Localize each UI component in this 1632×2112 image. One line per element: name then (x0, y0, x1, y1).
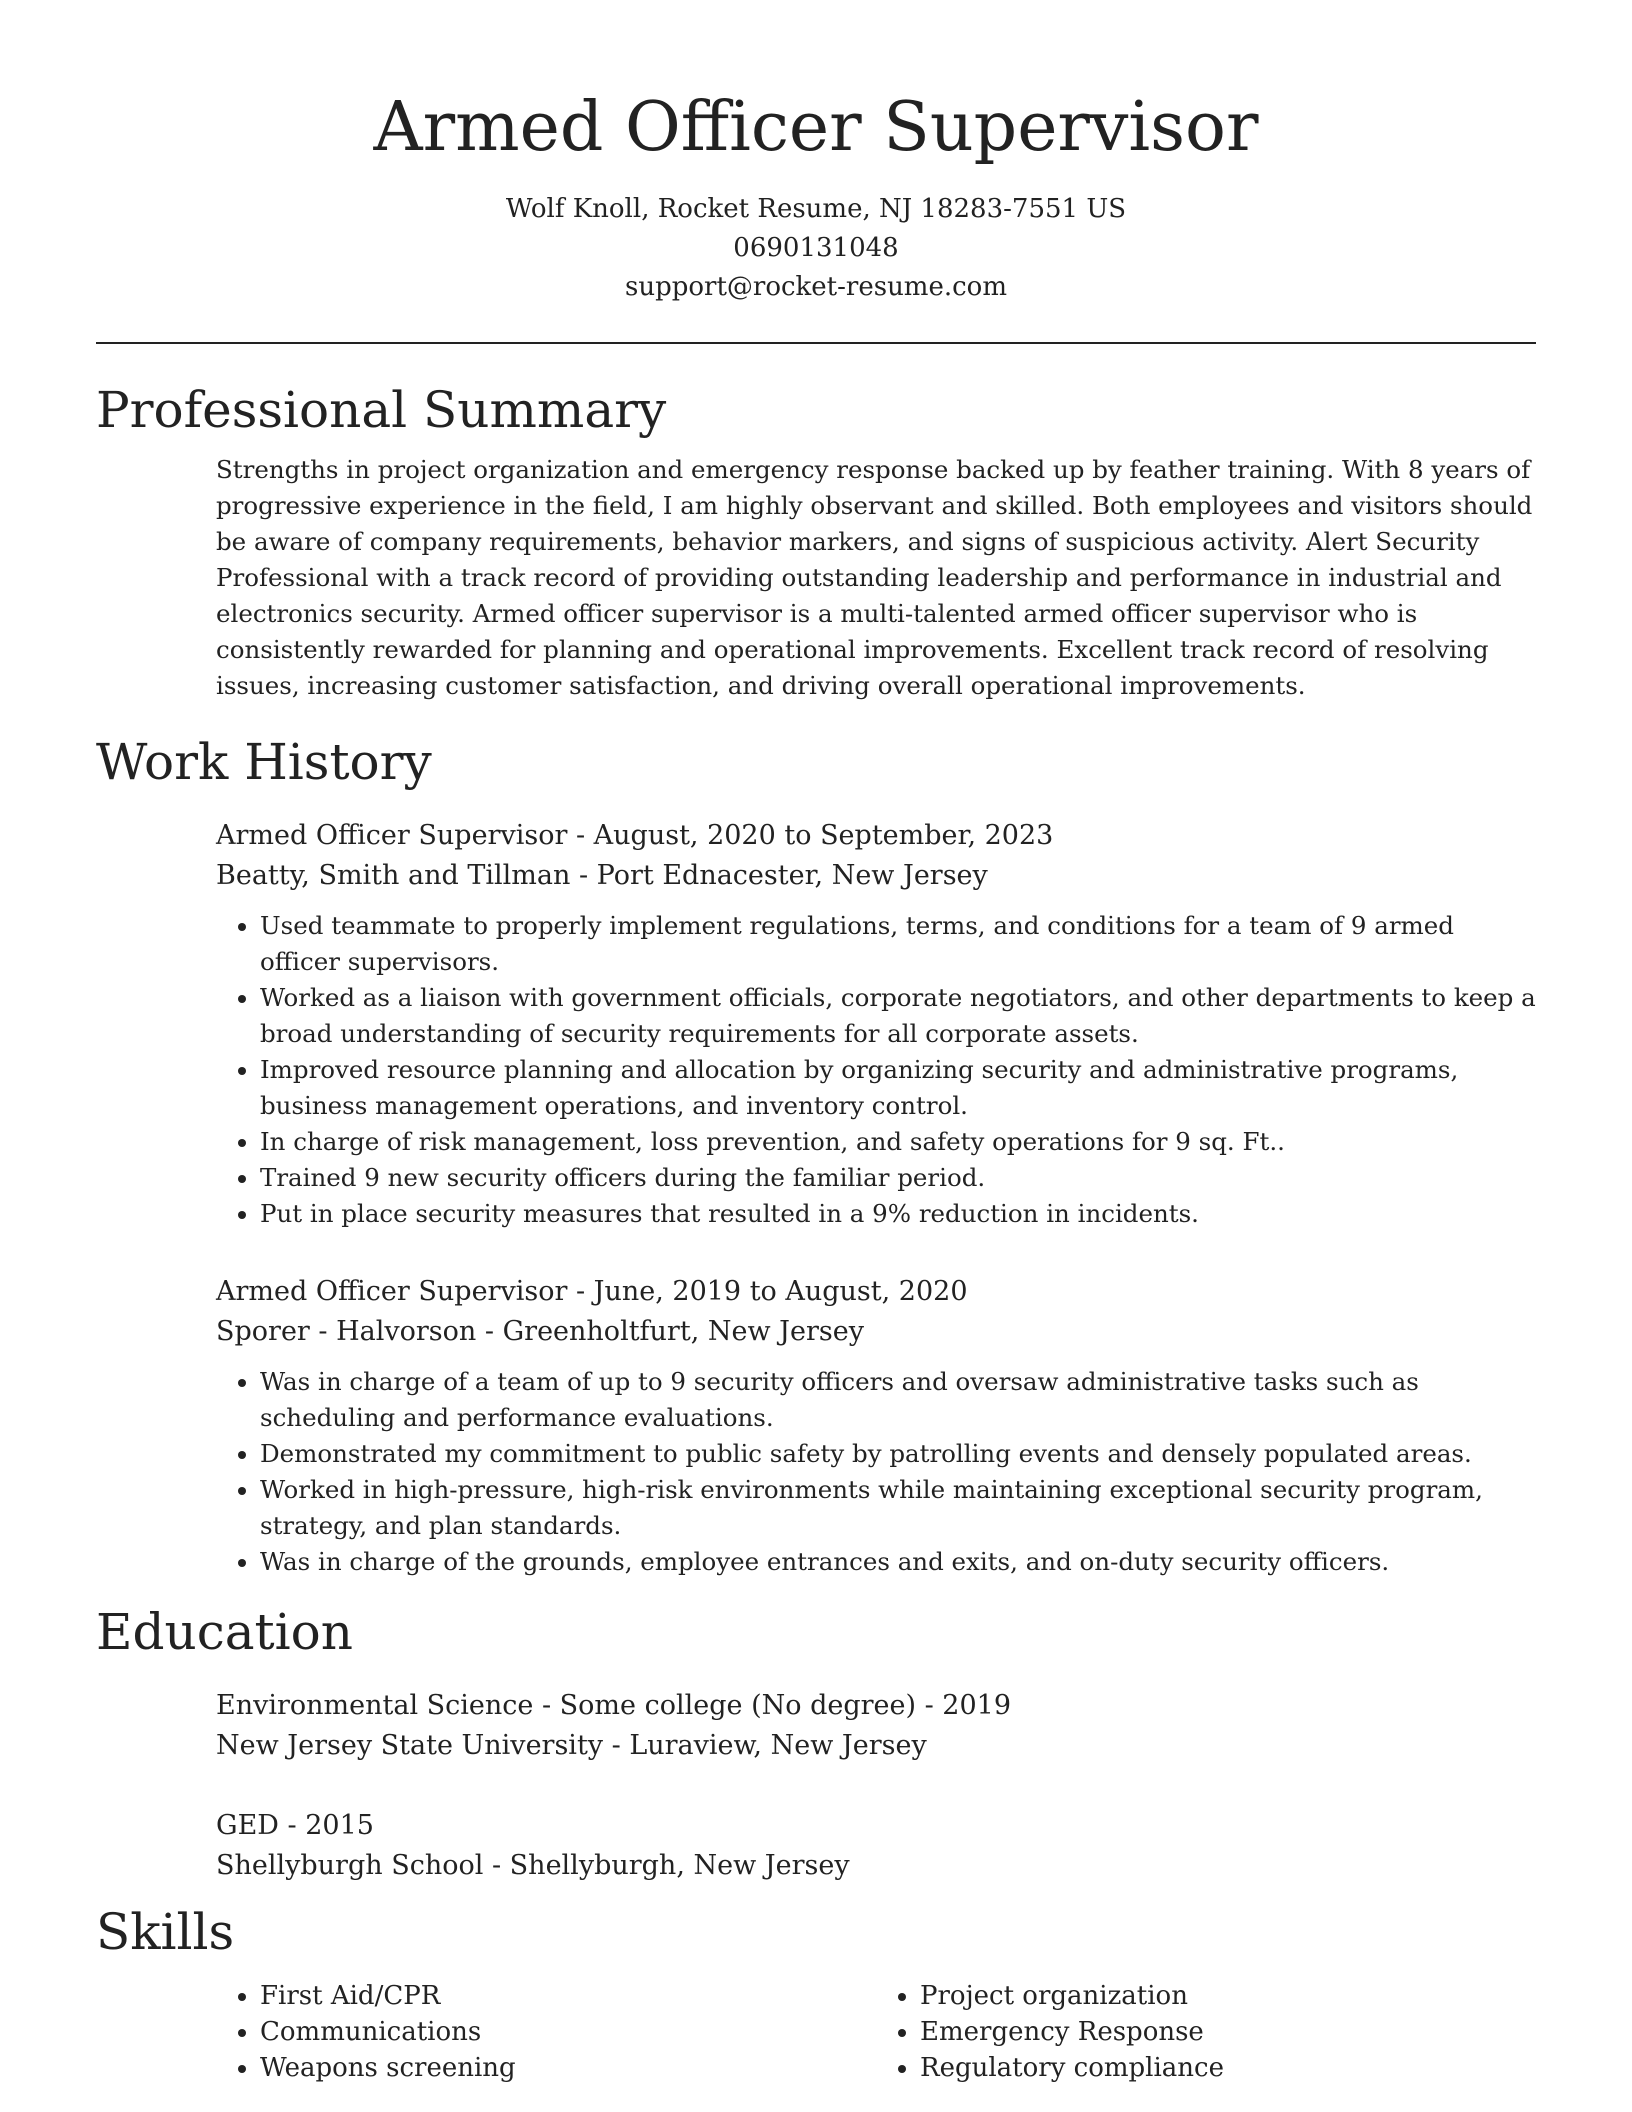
job-bullets (216, 908, 1536, 1232)
job-dates: - June, 2019 to August, 2020 (567, 1276, 968, 1307)
job-bullet: • Was in charge of the grounds, employee entrances and exits, and on-duty security officers. (260, 1544, 1536, 1580)
education-location: - Luraview, New Jersey (603, 1730, 927, 1761)
job-title-line (216, 816, 1536, 856)
summary-text: Strengths in project organization and emergency response backed up by feather training. With 8 years of progressive experience in the field, I am highly observant and skilled. Both employees and visitors should be aware of company requirements, behavior markers, and signs of suspicious activity. Alert Security Professional with a track record of providing outstanding leadership and performance in industrial and electronics security. Armed officer supervisor is a multi-talented armed officer supervisor who is consistently rewarded for planning and operational improvements. Excellent track record of resolving issues, increasing customer satisfaction, and driving overall operational improvements. (216, 455, 1533, 700)
contact-address: Wolf Knoll, Rocket Resume, NJ 18283-7551 US (505, 194, 1127, 224)
job-role: Armed Officer Supervisor (216, 1276, 568, 1307)
job-entry (216, 1272, 1536, 1580)
candidate-title: Armed Officer Supervisor (373, 88, 1259, 167)
job-bullet: • Worked as a liaison with government officials, corporate negotiators, and other departments to keep a broad understanding of security requirements for all corporate assets. (260, 980, 1536, 1052)
job-bullet: • Improved resource planning and allocation by organizing security and administrative programs, business management operations, and inventory control. (260, 1052, 1536, 1124)
job-bullet: • Trained 9 new security officers during the familiar period. (260, 1160, 1536, 1196)
job-bullet: • Used teammate to properly implement regulations, terms, and conditions for a team of 9 armed officer supervisors. (260, 908, 1536, 980)
skills-columns (216, 1978, 1536, 2086)
education-entry (216, 1686, 1536, 1766)
job-bullet: • Worked in high-pressure, high-risk environments while maintaining exceptional security program, strategy, and plan standards. (260, 1472, 1536, 1544)
skill-item: • Regulatory compliance (920, 2050, 1536, 2086)
job-dates: - August, 2020 to September, 2023 (567, 820, 1054, 851)
job-bullets (216, 1364, 1536, 1580)
job-bullet: • In charge of risk management, loss prevention, and safety operations for 9 sq. Ft.. (260, 1124, 1536, 1160)
contact-email: support@rocket-resume.com (624, 272, 1007, 302)
skills-section (96, 1900, 1536, 2086)
job-entry (216, 816, 1536, 1232)
job-bullet: • Was in charge of a team of up to 9 security officers and oversaw administrative tasks such as scheduling and performance evaluations. (260, 1364, 1536, 1436)
education-school: New Jersey State University (216, 1730, 604, 1761)
contact-phone: 0690131048 (733, 233, 899, 263)
job-list (216, 816, 1536, 1580)
education-section (96, 1600, 1536, 1886)
job-location: - Greenholtfurt, New Jersey (476, 1316, 864, 1347)
skill-item: • Weapons screening (260, 2050, 876, 2086)
summary-section (96, 378, 1536, 704)
education-school: Shellyburgh School (216, 1850, 484, 1881)
skills-column-right (876, 1978, 1536, 2086)
job-company: Beatty, Smith and Tillman (216, 860, 571, 891)
education-heading: Education (96, 1603, 353, 1661)
education-degree: Environmental Science - Some college (No degree) - 2019 (216, 1690, 1012, 1721)
education-entry (216, 1806, 1536, 1886)
summary-heading: Professional Summary (96, 381, 667, 439)
work-history-section (96, 730, 1536, 1580)
education-location: - Shellyburgh, New Jersey (483, 1850, 850, 1881)
work-history-heading: Work History (96, 733, 432, 791)
job-company-line (216, 1312, 1536, 1352)
skills-column-left (216, 1978, 876, 2086)
header-divider (96, 342, 1536, 344)
job-title-line (216, 1272, 1536, 1312)
job-company-line (216, 856, 1536, 896)
job-bullet: • Put in place security measures that resulted in a 9% reduction in incidents. (260, 1196, 1536, 1232)
job-location: - Port Ednacester, New Jersey (570, 860, 988, 891)
skills-heading: Skills (96, 1903, 235, 1961)
skill-item: • First Aid/CPR (260, 1978, 876, 2014)
job-company: Sporer - Halvorson (216, 1316, 477, 1347)
contact-info (0, 190, 1632, 307)
education-degree: GED - 2015 (216, 1810, 374, 1841)
education-school-line (216, 1846, 1536, 1886)
job-bullet: • Demonstrated my commitment to public safety by patrolling events and densely populated areas. (260, 1436, 1536, 1472)
education-school-line (216, 1726, 1536, 1766)
skill-item: • Communications (260, 2014, 876, 2050)
education-list (216, 1686, 1536, 1886)
resume-header (0, 0, 1632, 307)
skill-item: • Emergency Response (920, 2014, 1536, 2050)
job-role: Armed Officer Supervisor (216, 820, 568, 851)
skill-item: • Project organization (920, 1978, 1536, 2014)
